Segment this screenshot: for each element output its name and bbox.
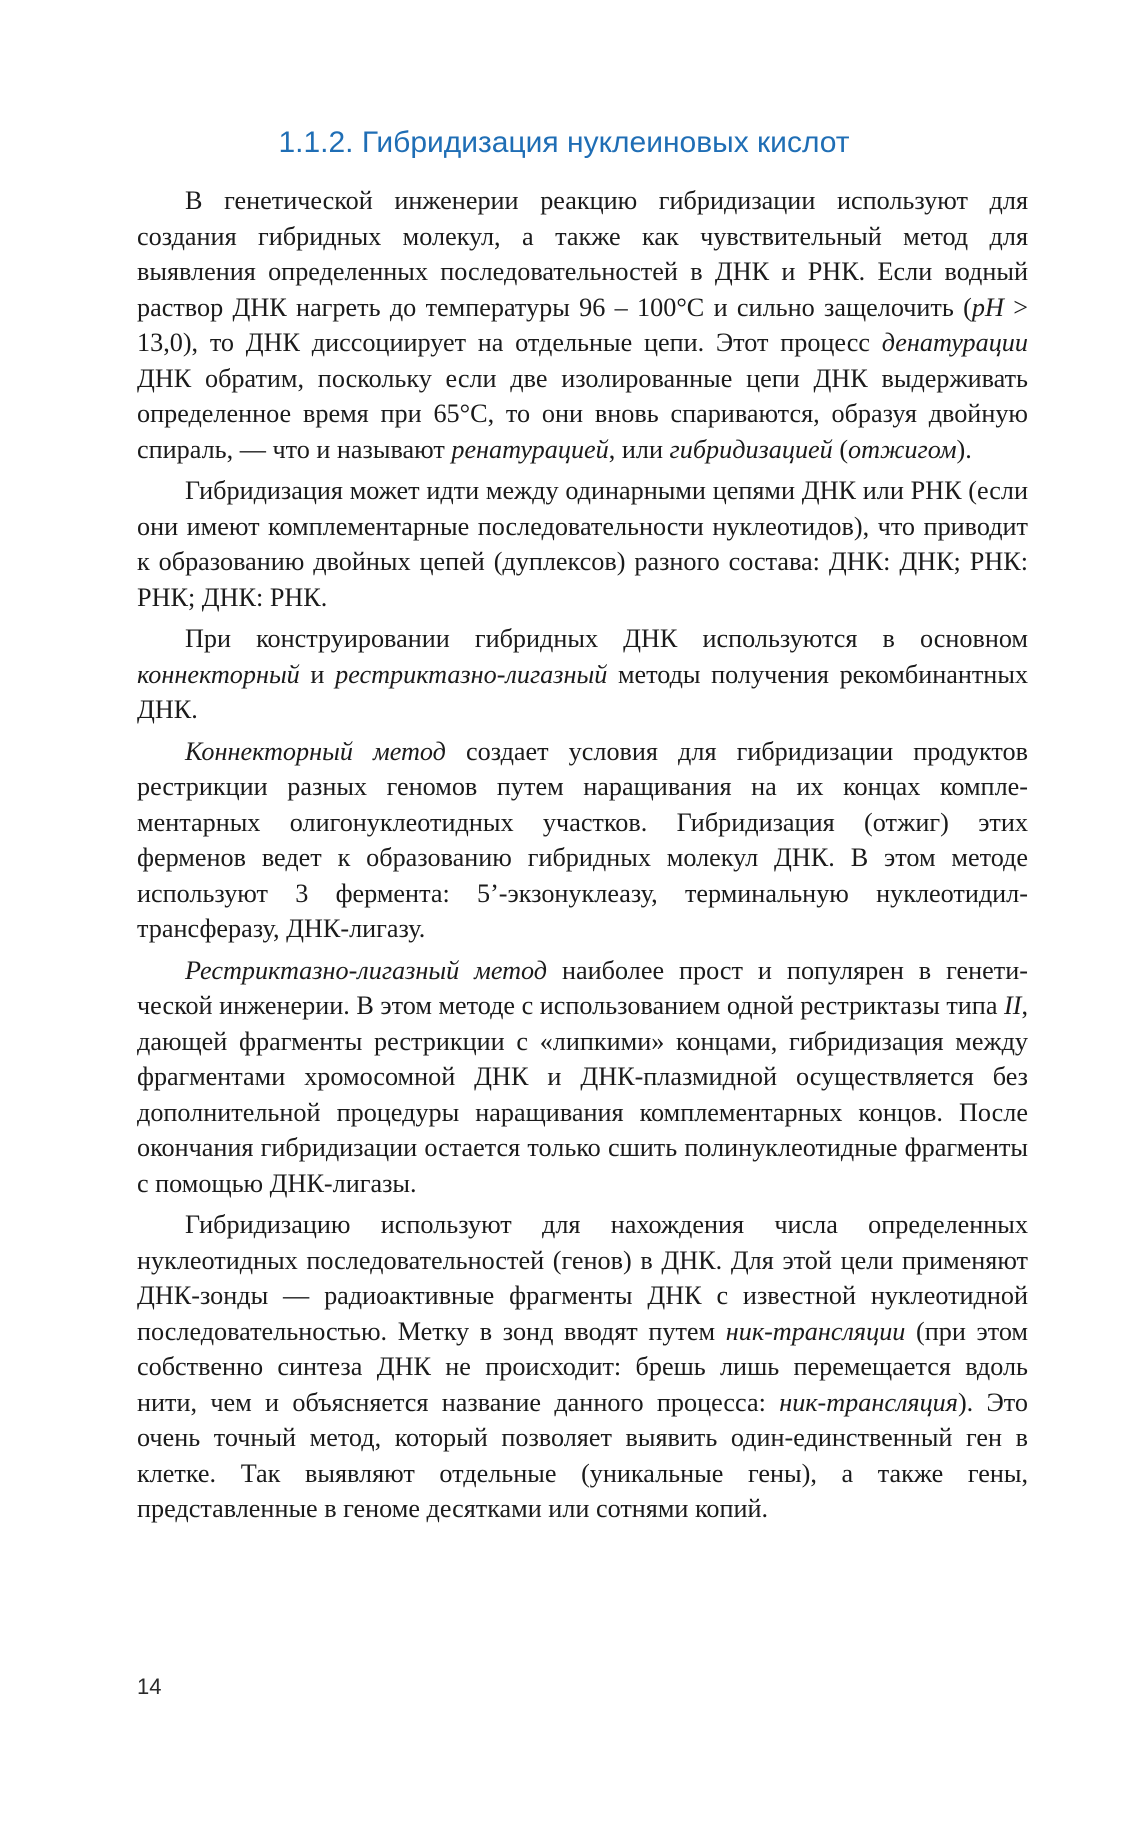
paragraph-1: [137, 183, 1028, 467]
italic-term: II: [1004, 991, 1022, 1020]
italic-term: коннекторный: [137, 659, 300, 689]
paragraph-5: [137, 953, 1028, 1202]
text-run: ). Это очень точный метод, который позволяет выявить один-единственный ген в клетке. Так выявляют отдельные (уникальные гены), а также гены, представленные в геноме десятками или сотнями копий.: [137, 1387, 1028, 1523]
text-run: > 13,0), то ДНК диссоциирует на отдельные цепи. Этот процесс: [137, 292, 1028, 357]
italic-term: ник-трансляции: [725, 1316, 906, 1346]
text-run: , или: [608, 434, 670, 464]
italic-term: денатурации: [881, 328, 1028, 357]
italic-term: pH: [971, 292, 1004, 322]
italic-term: ник-трансляция: [779, 1387, 958, 1417]
text-run: При конструировании гибридных ДНК используются в основном: [185, 624, 1028, 653]
italic-term: гибридизацией: [669, 434, 833, 464]
italic-term: ренатурацией: [451, 434, 609, 464]
text-run: и: [299, 659, 336, 689]
text-run: создает условия для гибридизации продуктов рестрикции разных геномов путем наращивания на их концах комплементарных олигонуклеотидных участков. Гибридизация (отжиг) этих фермeнов ведет к образованию гибридных молекул ДНК. В этом методе используют 3 фермента: 5’-экзонуклеазу, терминальную нуклеотидилтрансферазу, ДНК-лигазу.: [137, 736, 1028, 943]
text-run: методы получения рекомбинантных ДНК.: [137, 659, 1029, 724]
paragraph-3: [137, 621, 1028, 728]
section-heading: 1.1.2. Гибридизация нуклеиновых кислот: [278, 126, 850, 159]
text-run: (при этом собственно синтеза ДНК не происходит: брешь лишь перемещается вдоль нити, чем и объясняется название данного процесса:: [137, 1316, 1028, 1417]
text-run: ДНК обратим, поскольку если две изолированные цепи ДНК выдерживать определенное время при 65°С, то они вновь спариваются, образуя двойную спираль, — что и называют: [137, 363, 1028, 464]
text-run: ).: [956, 434, 972, 464]
italic-term: Коннекторный метод: [185, 736, 446, 766]
text-run: Гибридизация может идти между одинарными цепями ДНК или РНК (если они имеют комплементарные последовательности нуклеотидов), что приводит к образованию двойных цепей (дуплексов) разного состава: ДНК: ДНК; РНК: РНК; ДНК: РНК.: [137, 476, 1028, 612]
text-run: В генетической инженерии реакцию гибридизации используют для создания гибридных молекул, а также как чувствительный метод для выявления определенных последовательностей в ДНК и РНК. Если водный раствор ДНК нагреть до температуры 96 – 100°С и сильно защелочить (: [137, 186, 1028, 322]
italic-term: рестриктазно-лигазный: [335, 659, 608, 689]
page-number: 14: [137, 1674, 162, 1699]
italic-term: Рестриктазно-лигазный метод: [185, 955, 548, 985]
text-run: Гибридизацию используют для нахождения числа определенных нуклеотидных последовательностей (генов) в ДНК. Для этой цели применяют ДНК-зонды — радиоактивные фрагменты ДНК с известной нуклеотидной последовательностью. Метку в зонд вводят путем: [137, 1210, 1028, 1346]
paragraph-4: [137, 734, 1028, 947]
text-run: наиболее прост и популярен в генетической инженерии. В этом методе с использованием одной рестриктазы типа: [137, 955, 1028, 1020]
paragraph-6: [137, 1207, 1028, 1527]
paragraph-2: [137, 473, 1028, 615]
text-run: , дающей фрагменты рестрикции с «липкими» концами, гибридизация между фрагментами хромосомной ДНК и ДНК-плазмидной осуществляется без дополнительной процедуры наращивания комплементарных концов. После окончания гибридизации остается только сшить полинуклеотидные фрагменты с помощью ДНК-лигазы.: [137, 991, 1028, 1198]
italic-term: отжигом: [848, 434, 957, 464]
body-text: [137, 183, 1028, 1527]
text-run: (: [832, 434, 849, 464]
